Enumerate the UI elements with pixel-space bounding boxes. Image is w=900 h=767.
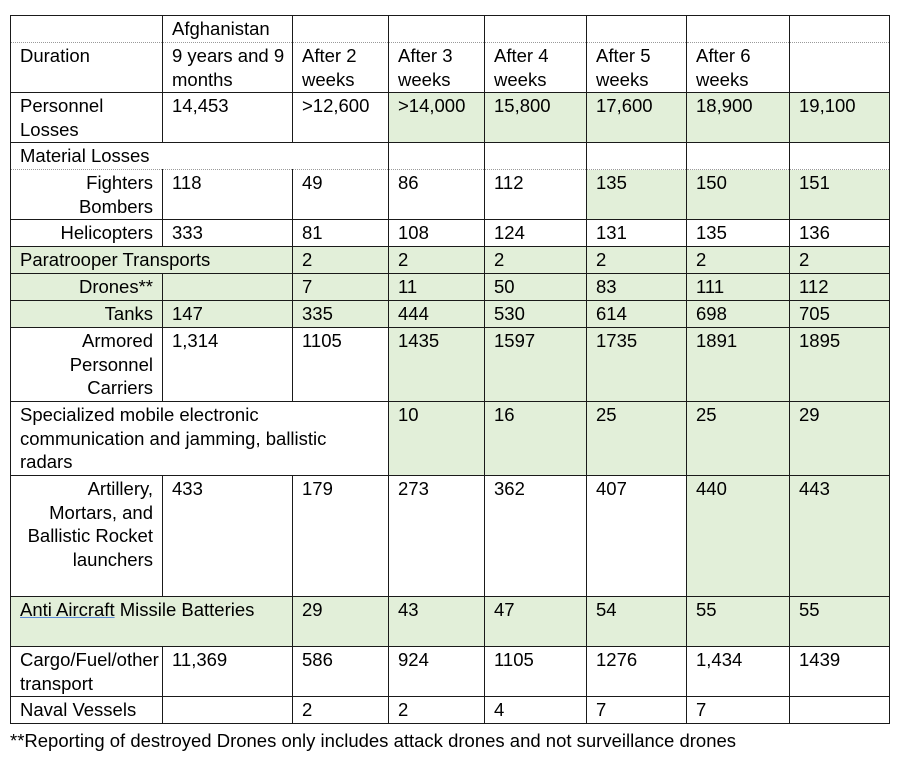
table-cell: 2	[485, 247, 587, 274]
row-label: Fighters Bombers	[11, 170, 163, 220]
row-label: Naval Vessels	[11, 697, 163, 724]
row-label	[11, 597, 293, 647]
table-row-apc	[11, 328, 890, 402]
header-row	[11, 43, 890, 93]
table-cell: 25	[687, 402, 790, 476]
table-row-electronic	[11, 402, 890, 476]
table-row-helicopters	[11, 220, 890, 247]
header-top-cell	[587, 16, 687, 43]
table-cell	[293, 143, 389, 170]
row-label: Specialized mobile electronic communication and jamming, ballistic radars	[11, 402, 389, 476]
table-cell: 43	[389, 597, 485, 647]
row-label: Paratrooper Transports	[11, 247, 293, 274]
row-label-text: Missile Batteries	[114, 599, 255, 620]
header-top-cell	[790, 16, 890, 43]
table-cell: 47	[485, 597, 587, 647]
table-cell: 25	[587, 402, 687, 476]
header-cell: After 2 weeks	[293, 43, 389, 93]
header-top-cell: Afghanistan	[163, 16, 293, 43]
table-cell: 83	[587, 274, 687, 301]
header-top-cell	[687, 16, 790, 43]
table-cell: 124	[485, 220, 587, 247]
table-cell: 19,100	[790, 93, 890, 143]
table-cell: 444	[389, 301, 485, 328]
table-row-paratrooper	[11, 247, 890, 274]
table-cell: 333	[163, 220, 293, 247]
table-cell: 530	[485, 301, 587, 328]
row-label: Personnel Losses	[11, 93, 163, 143]
table-cell: 1,314	[163, 328, 293, 402]
table-cell: 698	[687, 301, 790, 328]
table-cell: 17,600	[587, 93, 687, 143]
header-cell: After 6 weeks	[687, 43, 790, 93]
table-cell: 15,800	[485, 93, 587, 143]
table-cell: 1,434	[687, 647, 790, 697]
table-cell: 136	[790, 220, 890, 247]
table-cell: 4	[485, 697, 587, 724]
table-cell: 10	[389, 402, 485, 476]
table-cell: 705	[790, 301, 890, 328]
table-cell: 16	[485, 402, 587, 476]
table-cell: 55	[687, 597, 790, 647]
table-cell	[389, 143, 485, 170]
table-cell: 443	[790, 476, 890, 597]
row-label: Armored Personnel Carriers	[11, 328, 163, 402]
header-top-row	[11, 16, 890, 43]
table-cell	[163, 697, 293, 724]
table-cell: 29	[293, 597, 389, 647]
table-cell: 273	[389, 476, 485, 597]
table-cell: 118	[163, 170, 293, 220]
table-cell	[687, 143, 790, 170]
table-cell: 2	[587, 247, 687, 274]
table-cell: 1597	[485, 328, 587, 402]
table-cell: 2	[687, 247, 790, 274]
table-cell: 112	[485, 170, 587, 220]
table-cell: 440	[687, 476, 790, 597]
table-cell: 2	[790, 247, 890, 274]
table-cell: 135	[587, 170, 687, 220]
row-label: Drones**	[11, 274, 163, 301]
table-row-antiaircraft	[11, 597, 890, 647]
table-cell: 54	[587, 597, 687, 647]
table-cell	[790, 697, 890, 724]
table-cell	[587, 143, 687, 170]
table-cell: 2	[293, 697, 389, 724]
table-cell: 11	[389, 274, 485, 301]
table-cell	[790, 143, 890, 170]
table-cell: 55	[790, 597, 890, 647]
table-cell: 433	[163, 476, 293, 597]
table-cell: 11,369	[163, 647, 293, 697]
table-cell: 1435	[389, 328, 485, 402]
table-cell: 14,453	[163, 93, 293, 143]
footnote: **Reporting of destroyed Drones only includes attack drones and not surveillance drones	[10, 730, 737, 751]
row-label: Tanks	[11, 301, 163, 328]
table-cell: 18,900	[687, 93, 790, 143]
table-cell: 1895	[790, 328, 890, 402]
table-cell: 407	[587, 476, 687, 597]
table-cell: 2	[389, 247, 485, 274]
row-label: Artillery, Mortars, and Ballistic Rocket launchers	[11, 476, 163, 597]
table-cell: 924	[389, 647, 485, 697]
table-row-fighters	[11, 170, 890, 220]
table-cell: 147	[163, 301, 293, 328]
table-cell: 135	[687, 220, 790, 247]
header-top-cell	[11, 16, 163, 43]
row-label: Cargo/Fuel/other transport	[11, 647, 163, 697]
table-row-naval	[11, 697, 890, 724]
section-label: Material Losses	[11, 143, 293, 170]
table-cell: 111	[687, 274, 790, 301]
table-cell: 1105	[293, 328, 389, 402]
header-top-cell	[389, 16, 485, 43]
header-cell	[790, 43, 890, 93]
header-cell: After 5 weeks	[587, 43, 687, 93]
table-cell: 86	[389, 170, 485, 220]
table-row-tanks	[11, 301, 890, 328]
table-cell: >12,600	[293, 93, 389, 143]
table-cell: 586	[293, 647, 389, 697]
table-cell: 151	[790, 170, 890, 220]
table-cell: 1735	[587, 328, 687, 402]
table-row-drones	[11, 274, 890, 301]
table-cell: 49	[293, 170, 389, 220]
table-cell: >14,000	[389, 93, 485, 143]
header-top-cell	[485, 16, 587, 43]
table-cell: 2	[389, 697, 485, 724]
table-cell: 1891	[687, 328, 790, 402]
losses-table	[10, 15, 890, 724]
table-cell: 7	[587, 697, 687, 724]
table-cell: 1439	[790, 647, 890, 697]
table-cell: 7	[687, 697, 790, 724]
table-cell: 50	[485, 274, 587, 301]
table-cell: 179	[293, 476, 389, 597]
table-cell	[163, 274, 293, 301]
table-cell: 108	[389, 220, 485, 247]
row-label: Helicopters	[11, 220, 163, 247]
header-cell: 9 years and 9 months	[163, 43, 293, 93]
table-cell: 1276	[587, 647, 687, 697]
table-row-personnel	[11, 93, 890, 143]
header-cell: After 4 weeks	[485, 43, 587, 93]
table-row-artillery	[11, 476, 890, 597]
header-cell: Duration	[11, 43, 163, 93]
header-top-cell	[293, 16, 389, 43]
table-cell: 362	[485, 476, 587, 597]
table-cell: 7	[293, 274, 389, 301]
table-cell: 335	[293, 301, 389, 328]
table-cell: 81	[293, 220, 389, 247]
table-cell: 150	[687, 170, 790, 220]
table-cell: 29	[790, 402, 890, 476]
table-cell	[485, 143, 587, 170]
table-row-cargo	[11, 647, 890, 697]
table-cell: 131	[587, 220, 687, 247]
table-cell: 2	[293, 247, 389, 274]
header-cell: After 3 weeks	[389, 43, 485, 93]
row-label-link-text: Anti Aircraft	[20, 599, 115, 620]
table-cell: 614	[587, 301, 687, 328]
table-row-material-losses	[11, 143, 890, 170]
table-cell: 112	[790, 274, 890, 301]
table-cell: 1105	[485, 647, 587, 697]
